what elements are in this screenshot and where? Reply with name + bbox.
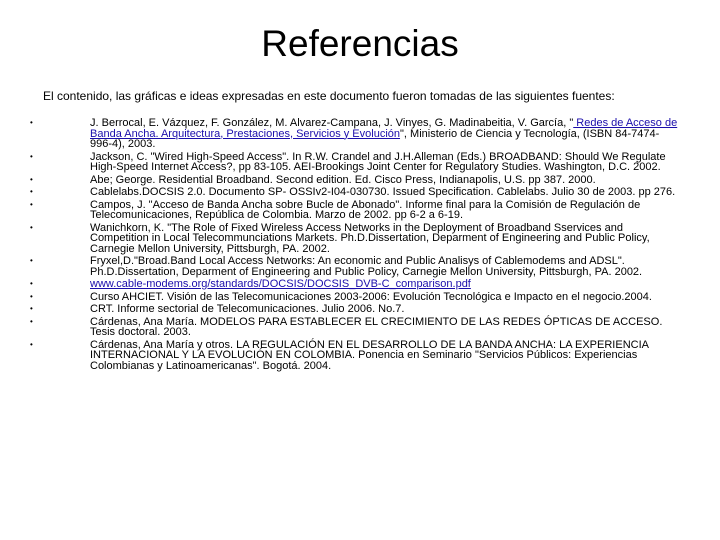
reference-item [30,152,680,173]
reference-text: Curso AHCIET. Visión de las Telecomunicaciones 2003-2006: Evolución Tecnológica e Impacto en el negocio.2004. [90,290,652,303]
reference-item [30,200,680,221]
bullet-icon: • [30,118,33,127]
intro-text: El contenido, las gráficas e ideas expresadas en este documento fueron tomadas de las siguientes fuentes: [43,89,615,103]
reference-item [30,340,680,372]
reference-list [30,118,680,373]
reference-text: J. Berrocal, E. Vázquez, F. González, M. Alvarez-Campana, J. Vinyes, G. Madinabeitia, V. García, " [90,117,574,129]
reference-item [30,304,680,315]
reference-text: Cablelabs.DOCSIS 2.0. Documento SP- OSSIv2-I04-030730. Issued Specification. Cablelabs. Julio 30 de 2003. pp 276. [90,186,676,198]
reference-item [30,223,680,255]
reference-item [30,256,680,277]
reference-text-suffix: ", Ministerio de Ciencia y Tecnología, (ISBN 84-7474-996-4), 2003. [90,127,660,150]
reference-text: CRT. Informe sectorial de Telecomunicaciones. Julio 2006. No.7. [90,303,405,315]
bullet-icon: • [30,199,33,209]
reference-item [30,187,680,198]
bullet-icon: • [30,151,33,161]
bullet-icon: • [30,222,33,232]
reference-item [30,292,680,303]
reference-link[interactable]: www.cable-modems.org/standards/DOCSIS/DOCSIS_DVB-C_comparison.pdf [90,278,471,290]
reference-text: Wanichkorn, K. "The Role of Fixed Wireless Access Networks in the Deployment of Broadband Sservices and Competition in Local Telecommunciations Markets. Ph.D.Dissertation, Deparment of Engineering and Public Policy, Carnegie Mellon University, Pittsburgh, PA. 2002. [90,221,650,255]
bullet-icon: • [30,174,33,184]
reference-item [30,279,680,290]
reference-item [30,118,680,150]
bullet-icon: • [30,304,33,313]
reference-item [30,317,680,338]
reference-text: Jackson, C. "Wired High-Speed Access". In R.W. Crandel and J.H.Alleman (Eds.) BROADBAND: Should We Regulate High-Speed Internet Access?, pp 83-105. AEI-Brookings Joint Center for Regulatory Studies. Washington, D.C. 2002. [90,150,666,173]
bullet-icon: • [30,339,33,349]
bullet-icon: • [30,256,33,265]
reference-text: Abe; George. Residential Broadband. Second edition. Ed. Cisco Press, Indianapolis, U.S. pp 387. 2000. [90,173,596,186]
bullet-icon: • [30,279,33,288]
page-title: Referencias [261,23,459,64]
bullet-icon: • [30,291,33,301]
reference-text: Cárdenas, Ana María y otros. LA REGULACIÓN EN EL DESARROLLO DE LA BANDA ANCHA: LA EXPERIENCIA INTERNACIONAL Y LA EVOLUCIÓN EN COLOMBIA. Ponencia en Seminario "Servicios Públicos: Experiencias Colombianas y Latinoamericanas". Bogotá. 2004. [90,338,649,372]
reference-text: Campos, J. "Acceso de Banda Ancha sobre Bucle de Abonado". Informe final para la Comisión de Regulación de Telecomunicaciones, República de Colombia. Marzo de 2002. pp 6-2 a 6-19. [90,198,641,221]
reference-text: Cárdenas, Ana María. MODELOS PARA ESTABLECER EL CRECIMIENTO DE LAS REDES ÓPTICAS DE ACCESO. Tesis doctoral. 2003. [90,315,663,338]
reference-link[interactable]: Redes de Acceso de Banda Ancha. Arquitectura, Prestaciones, Servicios y Evolución [90,117,678,140]
bullet-icon: • [30,187,33,196]
reference-text: Fryxel,D."Broad.Band Local Access Networks: An economic and Public Analisys of Cablemodems and ADSL". Ph.D.Dissertation, Deparment of Engineering and Public Policy, Carnegie Mellon University, Pittsburgh, PA. 2002. [90,255,643,278]
bullet-icon: • [30,316,33,326]
reference-item [30,175,680,186]
